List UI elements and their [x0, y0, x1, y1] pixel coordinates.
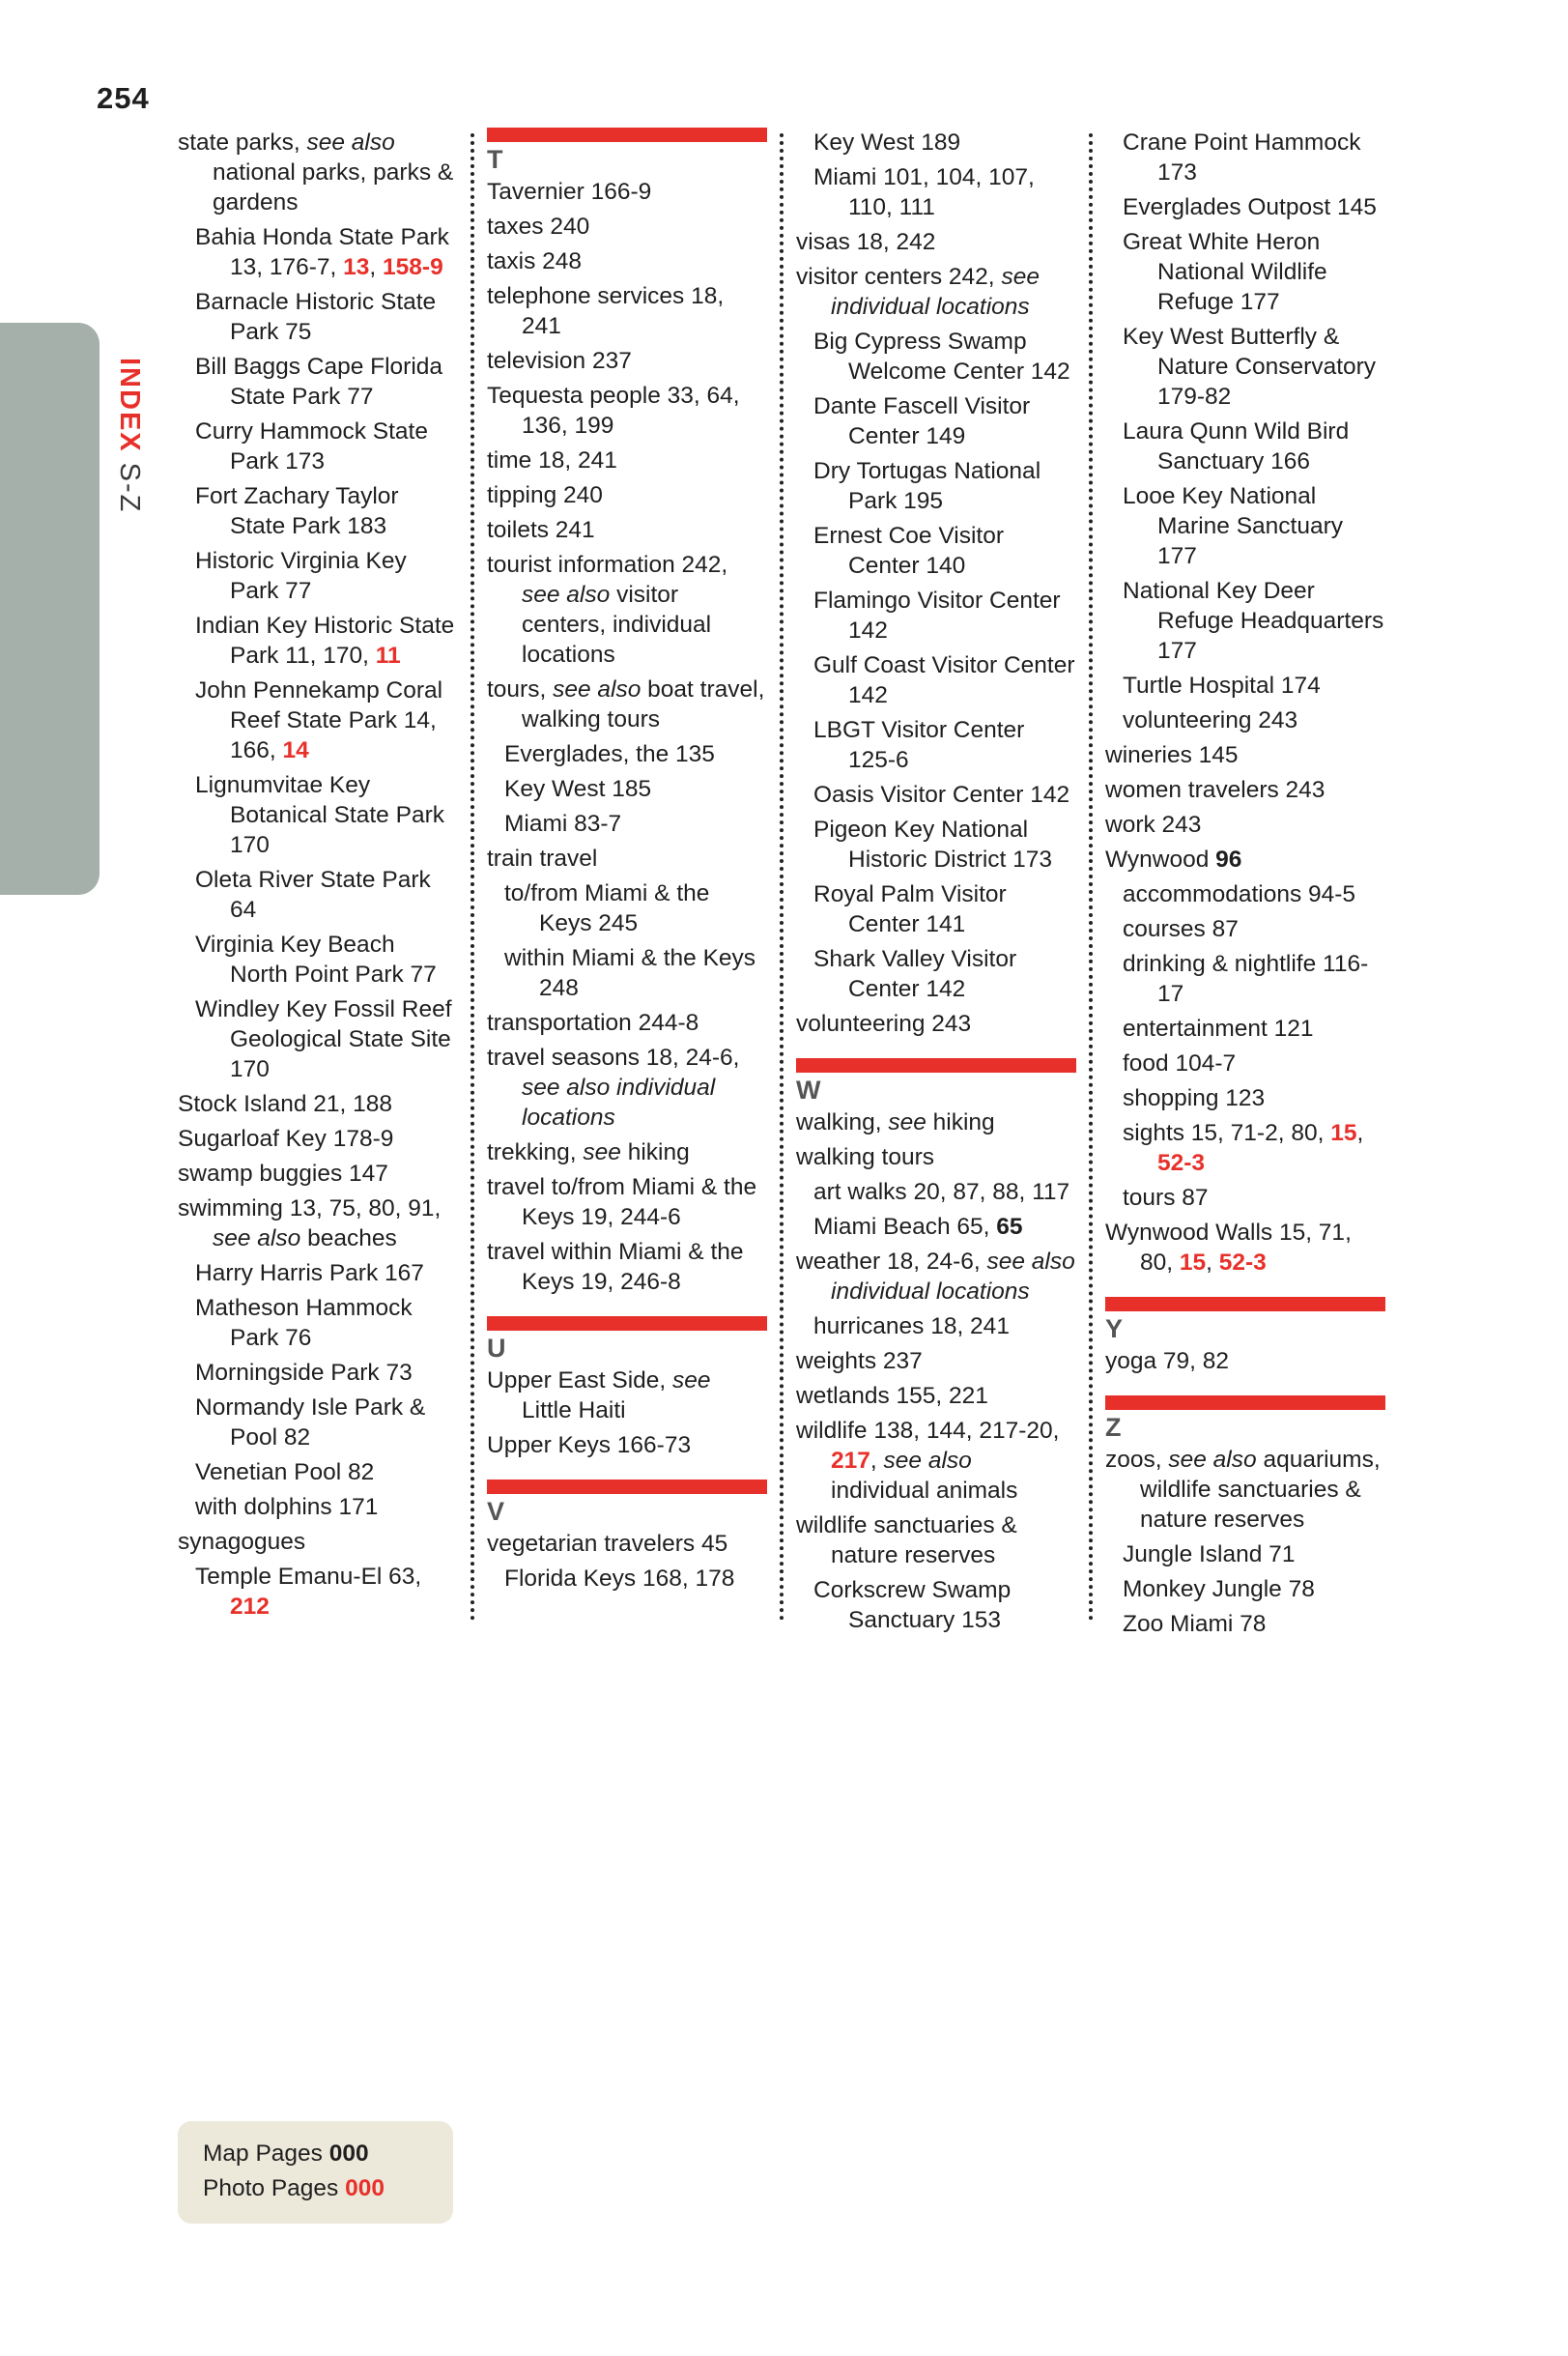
index-entry: [487, 346, 767, 376]
entry-text: swamp buggies 147: [178, 1161, 388, 1187]
index-subentry: [796, 1212, 1076, 1242]
index-subentry: [178, 994, 458, 1084]
entry-text: 13: [343, 254, 370, 280]
entry-text: Upper Keys 166-73: [487, 1432, 692, 1458]
entry-text: see also: [306, 129, 395, 156]
entry-text: Indian Key Historic State Park 11, 170,: [195, 613, 455, 669]
index-subentry: [178, 287, 458, 347]
entry-text: women travelers 243: [1105, 777, 1326, 803]
index-subentry: [796, 1575, 1076, 1635]
index-entry: [487, 844, 767, 874]
index-entry: [487, 1043, 767, 1133]
entry-text: taxis 248: [487, 248, 583, 274]
entry-text: Corkscrew Swamp Sanctuary 153: [813, 1577, 1012, 1633]
index-entry: [487, 550, 767, 670]
index-subentry: [796, 1177, 1076, 1207]
entry-text: Curry Hammock State Park 173: [195, 418, 428, 474]
entry-text: see: [672, 1367, 711, 1393]
entry-text: 11: [375, 643, 401, 669]
entry-text: zoos,: [1105, 1447, 1169, 1473]
index-subentry: [1105, 192, 1385, 222]
index-entry: [487, 1008, 767, 1038]
entry-text: train travel: [487, 846, 598, 872]
entry-text: 14: [282, 737, 309, 763]
entry-text: Historic Virginia Key Park 77: [195, 548, 407, 604]
index-entry: [796, 1346, 1076, 1376]
entry-text: tipping 240: [487, 482, 603, 508]
index-subentry: [796, 780, 1076, 810]
index-entry: [796, 227, 1076, 257]
entry-text: Big Cypress Swamp Welcome Center 142: [813, 329, 1070, 385]
entry-text: Key West Butterfly & Nature Conservatory 179-82: [1123, 324, 1377, 410]
entry-text: 158-9: [383, 254, 443, 280]
index-column-1: [178, 128, 458, 1626]
entry-text: Shark Valley Visitor Center 142: [813, 946, 1017, 1002]
page-legend: [178, 2121, 453, 2224]
index-subentry: [178, 1358, 458, 1388]
index-subentry: [1105, 1574, 1385, 1604]
index-entry: [178, 1124, 458, 1154]
entry-text: yoga 79, 82: [1105, 1348, 1230, 1374]
index-subentry: [796, 586, 1076, 646]
index-entry: [487, 1430, 767, 1460]
entry-text: Tequesta people 33, 64, 136, 199: [487, 383, 740, 439]
index-subentry: [1105, 417, 1385, 476]
entry-text: individual animals: [831, 1478, 1018, 1504]
entry-text: 96: [1215, 847, 1242, 873]
index-subentry: [1105, 914, 1385, 944]
index-subentry: [796, 128, 1076, 158]
entry-text: wildlife 138, 144, 217-20,: [796, 1418, 1060, 1444]
entry-text: Everglades, the 135: [504, 741, 715, 767]
entry-text: walking,: [796, 1109, 889, 1135]
entry-text: 217: [831, 1448, 870, 1474]
entry-text: Bahia Honda State Park 13, 176-7,: [195, 224, 449, 280]
entry-text: hurricanes 18, 241: [813, 1313, 1010, 1339]
entry-text: television 237: [487, 348, 632, 374]
photo-pages-value: 000: [345, 2175, 385, 2201]
entry-text: shopping 123: [1123, 1085, 1266, 1111]
index-subentry: [1105, 1083, 1385, 1113]
section-bar: [1105, 1297, 1385, 1311]
entry-text: Virginia Key Beach North Point Park 77: [195, 932, 437, 988]
index-subentry: [1105, 1183, 1385, 1213]
photo-pages-label: Photo Pages: [203, 2175, 346, 2201]
index-subentry: [178, 1258, 458, 1288]
side-tab: [0, 323, 100, 895]
index-entry: [796, 1510, 1076, 1570]
index-entry: [1105, 810, 1385, 840]
entry-text: volunteering 243: [796, 1011, 972, 1037]
entry-text: transportation 244-8: [487, 1010, 699, 1036]
entry-text: Miami 101, 104, 107, 110, 111: [813, 164, 1035, 220]
entry-text: sights 15, 71-2, 80,: [1123, 1120, 1331, 1146]
index-entry: [487, 246, 767, 276]
entry-text: Sugarloaf Key 178-9: [178, 1126, 394, 1152]
entry-text: food 104-7: [1123, 1050, 1237, 1077]
section-label-index: INDEX: [114, 358, 145, 453]
page-number: 254: [97, 81, 150, 115]
entry-text: visas 18, 242: [796, 229, 936, 255]
index-subentry: [178, 770, 458, 860]
index-subentry: [178, 1492, 458, 1522]
entry-text: see also: [1168, 1447, 1257, 1473]
index-entry: [796, 1381, 1076, 1411]
index-entry: [487, 1237, 767, 1297]
index-subentry: [1105, 481, 1385, 571]
index-entry: [487, 515, 767, 545]
entry-text: travel to/from Miami & the Keys 19, 244-6: [487, 1174, 757, 1230]
entry-text: visitor centers, individual locations: [522, 582, 712, 668]
index-column-3: [796, 128, 1076, 1640]
index-subentry: [1105, 705, 1385, 735]
section-letter: W: [796, 1076, 821, 1105]
entry-text: drinking & nightlife 116-17: [1123, 951, 1369, 1007]
index-subentry: [1105, 1014, 1385, 1044]
index-entry: [487, 445, 767, 475]
map-pages-label: Map Pages: [203, 2141, 329, 2167]
entry-text: 15: [1179, 1250, 1207, 1276]
index-subentry: [487, 774, 767, 804]
index-subentry: [487, 878, 767, 938]
index-subentry: [178, 1293, 458, 1353]
index-subentry: [1105, 227, 1385, 317]
index-subentry: [487, 739, 767, 769]
entry-text: Key West 185: [504, 776, 652, 802]
entry-text: Pigeon Key National Historic District 173: [813, 817, 1053, 873]
entry-text: 65: [996, 1214, 1023, 1240]
index-subentry: [178, 611, 458, 671]
index-subentry: [796, 944, 1076, 1004]
entry-text: Ernest Coe Visitor Center 140: [813, 523, 1004, 579]
index-entry: [1105, 845, 1385, 875]
section-letter: V: [487, 1497, 505, 1526]
index-entry: [1105, 775, 1385, 805]
entry-text: Bill Baggs Cape Florida State Park 77: [195, 354, 443, 410]
entry-text: see individual locations: [831, 264, 1040, 320]
entry-text: work 243: [1105, 812, 1202, 838]
entry-text: see also: [213, 1225, 301, 1251]
entry-text: Royal Palm Visitor Center 141: [813, 881, 1007, 937]
index-subentry: [1105, 949, 1385, 1009]
index-subentry: [487, 1564, 767, 1594]
entry-text: Barnacle Historic State Park 75: [195, 289, 437, 345]
index-entry: [796, 1107, 1076, 1137]
entry-text: swimming 13, 75, 80, 91,: [178, 1195, 442, 1221]
index-subentry: [1105, 1049, 1385, 1078]
index-subentry: [1105, 1539, 1385, 1569]
index-entry: [178, 128, 458, 217]
map-pages-value: 000: [328, 2141, 369, 2167]
entry-text: Monkey Jungle 78: [1123, 1576, 1315, 1602]
entry-text: Wynwood Walls 15, 71, 80,: [1105, 1220, 1352, 1276]
index-subentry: [487, 809, 767, 839]
photo-pages-legend: [203, 2175, 385, 2202]
index-subentry: [178, 1457, 458, 1487]
entry-text: Zoo Miami 78: [1123, 1611, 1267, 1637]
column-divider: [780, 133, 784, 1622]
section-bar: [487, 1480, 767, 1494]
entry-text: vegetarian travelers 45: [487, 1531, 728, 1557]
entry-text: art walks 20, 87, 88, 117: [813, 1179, 1070, 1205]
entry-text: hiking: [926, 1109, 995, 1135]
entry-text: weights 237: [796, 1348, 923, 1374]
index-subentry: [178, 675, 458, 765]
index-column-4: [1105, 128, 1385, 1644]
entry-text: Miami 83-7: [504, 811, 622, 837]
section-letter: Z: [1105, 1413, 1122, 1442]
entry-text: Everglades Outpost 145: [1123, 194, 1377, 220]
index-subentry: [178, 930, 458, 990]
entry-text: telephone services 18, 241: [487, 283, 725, 339]
index-subentry: [1105, 1609, 1385, 1639]
entry-text: wetlands 155, 221: [796, 1383, 988, 1409]
entry-text: ,: [1356, 1120, 1364, 1146]
entry-text: hiking: [620, 1139, 690, 1165]
entry-text: Normandy Isle Park & Pool 82: [195, 1394, 426, 1451]
index-entry: [487, 1137, 767, 1167]
index-entry: [1105, 1346, 1385, 1376]
index-entry: [796, 1142, 1076, 1172]
index-subentry: [796, 650, 1076, 710]
entry-text: aquariums, wildlife sanctuaries & nature reserves: [1140, 1447, 1381, 1533]
index-subentry: [1105, 576, 1385, 666]
index-entry: [487, 675, 767, 734]
entry-text: beaches: [300, 1225, 397, 1251]
entry-text: tours 87: [1123, 1185, 1209, 1211]
entry-text: Lignumvitae Key Botanical State Park 170: [195, 772, 444, 858]
entry-text: Oasis Visitor Center 142: [813, 782, 1070, 808]
index-entry: [796, 262, 1076, 322]
index-column-2: [487, 128, 767, 1598]
index-subentry: [1105, 322, 1385, 412]
index-subentry: [178, 865, 458, 925]
section-bar: [487, 1316, 767, 1331]
entry-text: within Miami & the Keys 248: [504, 945, 756, 1001]
entry-text: see also: [522, 582, 611, 608]
entry-text: Wynwood: [1105, 847, 1216, 873]
index-subentry: [796, 815, 1076, 875]
index-entry: [796, 1009, 1076, 1039]
index-subentry: [796, 715, 1076, 775]
index-entry: [178, 1193, 458, 1253]
entry-text: Upper East Side,: [487, 1367, 673, 1393]
column-divider: [1089, 133, 1093, 1622]
section-letter: U: [487, 1334, 506, 1363]
entry-text: see also individual locations: [522, 1075, 716, 1131]
entry-text: Laura Qunn Wild Bird Sanctuary 166: [1123, 418, 1350, 474]
index-subentry: [796, 521, 1076, 581]
index-entry: [487, 1172, 767, 1232]
index-subentry: [178, 417, 458, 476]
index-entry: [487, 1529, 767, 1559]
column-divider: [470, 133, 474, 1622]
entry-text: boat travel, walking tours: [522, 676, 765, 733]
entry-text: Oleta River State Park 64: [195, 867, 431, 923]
entry-text: National Key Deer Refuge Headquarters 177: [1123, 578, 1384, 664]
entry-text: Great White Heron National Wildlife Refuge 177: [1123, 229, 1327, 315]
entry-text: wildlife sanctuaries & nature reserves: [796, 1512, 1017, 1568]
entry-text: trekking,: [487, 1139, 584, 1165]
index-subentry: [178, 1562, 458, 1622]
entry-text: travel seasons 18, 24-6,: [487, 1045, 740, 1071]
entry-text: tours,: [487, 676, 554, 703]
index-entry: [178, 1527, 458, 1557]
section-bar: [796, 1058, 1076, 1073]
entry-text: toilets 241: [487, 517, 595, 543]
entry-text: Harry Harris Park 167: [195, 1260, 424, 1286]
index-subentry: [178, 352, 458, 412]
section-label-range: S-Z: [114, 462, 145, 514]
index-subentry: [178, 1393, 458, 1452]
index-subentry: [796, 162, 1076, 222]
entry-text: 52-3: [1157, 1150, 1206, 1176]
index-subentry: [487, 943, 767, 1003]
entry-text: Tavernier 166-9: [487, 179, 652, 205]
index-entry: [487, 480, 767, 510]
index-entry: [796, 1416, 1076, 1506]
entry-text: Venetian Pool 82: [195, 1459, 375, 1485]
entry-text: Gulf Coast Visitor Center 142: [813, 652, 1075, 708]
entry-text: time 18, 241: [487, 447, 617, 474]
entry-text: accommodations 94-5: [1123, 881, 1356, 907]
index-entry: [487, 177, 767, 207]
index-entry: [1105, 1445, 1385, 1535]
entry-text: Miami Beach 65,: [813, 1214, 997, 1240]
entry-text: Flamingo Visitor Center 142: [813, 588, 1061, 644]
map-pages-legend: [203, 2141, 369, 2168]
entry-text: Windley Key Fossil Reef Geological State Site 170: [195, 996, 452, 1082]
entry-text: see also: [883, 1448, 972, 1474]
index-subentry: [1105, 128, 1385, 187]
entry-text: state parks,: [178, 129, 307, 156]
entry-text: 15: [1330, 1120, 1357, 1146]
index-subentry: [178, 546, 458, 606]
entry-text: Temple Emanu-El 63,: [195, 1564, 422, 1590]
entry-text: national parks, parks & gardens: [213, 159, 454, 215]
entry-text: Morningside Park 73: [195, 1360, 413, 1386]
entry-text: Jungle Island 71: [1123, 1541, 1296, 1567]
index-subentry: [1105, 879, 1385, 909]
entry-text: Little Haiti: [522, 1397, 626, 1423]
entry-text: synagogues: [178, 1529, 306, 1555]
index-entry: [1105, 740, 1385, 770]
section-letter: Y: [1105, 1314, 1124, 1343]
entry-text: see also: [553, 676, 641, 703]
entry-text: Matheson Hammock Park 76: [195, 1295, 413, 1351]
entry-text: John Pennekamp Coral Reef State Park 14, 166,: [195, 677, 443, 763]
index-subentry: [796, 879, 1076, 939]
entry-text: LBGT Visitor Center 125-6: [813, 717, 1025, 773]
entry-text: Stock Island 21, 188: [178, 1091, 393, 1117]
entry-text: see: [888, 1109, 927, 1135]
entry-text: volunteering 243: [1123, 707, 1298, 733]
entry-text: walking tours: [796, 1144, 934, 1170]
entry-text: entertainment 121: [1123, 1016, 1314, 1042]
index-entry: [796, 1247, 1076, 1307]
index-entry: [487, 212, 767, 242]
entry-text: Dante Fascell Visitor Center 149: [813, 393, 1031, 449]
section-bar: [1105, 1395, 1385, 1410]
index-subentry: [796, 391, 1076, 451]
entry-text: tourist information 242,: [487, 552, 728, 578]
section-label: [113, 358, 145, 513]
index-subentry: [1105, 1118, 1385, 1178]
index-entry: [487, 281, 767, 341]
entry-text: Dry Tortugas National Park 195: [813, 458, 1041, 514]
entry-text: weather 18, 24-6,: [796, 1249, 987, 1275]
entry-text: Florida Keys 168, 178: [504, 1566, 735, 1592]
entry-text: see also individual locations: [831, 1249, 1075, 1305]
entry-text: visitor centers 242,: [796, 264, 1002, 290]
entry-text: ,: [1206, 1250, 1219, 1276]
index-entry: [487, 381, 767, 441]
index-subentry: [796, 456, 1076, 516]
index-entry: [178, 1089, 458, 1119]
entry-text: Key West 189: [813, 129, 961, 156]
entry-text: wineries 145: [1105, 742, 1239, 768]
entry-text: Fort Zachary Taylor State Park 183: [195, 483, 399, 539]
entry-text: Turtle Hospital 174: [1123, 673, 1321, 699]
index-subentry: [796, 327, 1076, 387]
entry-text: travel within Miami & the Keys 19, 246-8: [487, 1239, 744, 1295]
entry-text: see: [583, 1139, 621, 1165]
entry-text: Looe Key National Marine Sanctuary 177: [1123, 483, 1344, 569]
index-entry: [178, 1159, 458, 1189]
section-letter: T: [487, 145, 503, 174]
index-subentry: [1105, 671, 1385, 701]
entry-text: courses 87: [1123, 916, 1239, 942]
section-bar: [487, 128, 767, 142]
index-entry: [1105, 1218, 1385, 1278]
entry-text: 212: [230, 1594, 270, 1620]
index-subentry: [796, 1311, 1076, 1341]
entry-text: Crane Point Hammock 173: [1123, 129, 1361, 186]
entry-text: 52-3: [1218, 1250, 1267, 1276]
entry-text: ,: [870, 1448, 884, 1474]
entry-text: with dolphins 171: [195, 1494, 379, 1520]
entry-text: to/from Miami & the Keys 245: [504, 880, 710, 936]
index-subentry: [178, 222, 458, 282]
index-entry: [487, 1365, 767, 1425]
entry-text: ,: [369, 254, 384, 280]
index-subentry: [178, 481, 458, 541]
entry-text: taxes 240: [487, 214, 590, 240]
